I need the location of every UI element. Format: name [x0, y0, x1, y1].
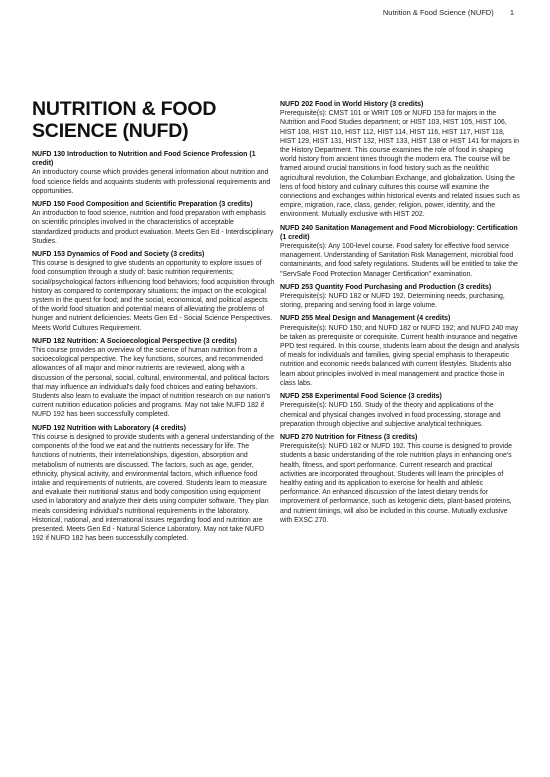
course-description: Prerequisite(s): NUFD 150. Study of the theory and applications of the chemical and physical changes involved in food processing, storage and preparation through objective and subjective analytical techniques. — [280, 402, 501, 428]
course-description: An introduction to food science, nutrition and food preparation with emphasis on scientific principles involved in the characteristics of acceptable standardized products and product evaluation. Meets Gen Ed - Interdisciplinary Studies. — [32, 210, 274, 245]
left-column — [32, 98, 275, 547]
course-description: Prerequisite(s): NUFD 182 or NUFD 192. Determining needs, purchasing, storing, preparing and serving food in large volume. — [280, 293, 505, 310]
course-title: NUFD 255 Meal Design and Management (4 credits) — [280, 315, 451, 323]
course-description: This course is designed to give students an opportunity to explore issues of food consumption through a study of: basic nutrition requirements; social/psychological factors influencing food behaviors; food acquisition through history as compared to contemporary situations; the impact on the ecological system in the quest for food; and the social, economical, and political aspects of the world food situation and potential means of alleviating the problems of hunger and nutrient deficiencies. Meets Gen Ed - Social Science Perspectives. Meets World Cultures Requirement. — [32, 260, 275, 332]
course-title: NUFD 130 Introduction to Nutrition and Food Science Profession (1 credit) — [32, 151, 256, 168]
course-title: NUFD 202 Food in World History (3 credits) — [280, 101, 424, 108]
course-title: NUFD 153 Dynamics of Food and Society (3 credits) — [32, 251, 205, 259]
course-description: This course provides an overview of the science of human nutrition from a socioecological perspective. The key functions, sources, and recommended allowances of all major and minor nutrients are reviewed, along with a discussion of the personal, social, cultural, environmental, and political factors that may influence an individual's daily food choices and eating behaviors. Students also learn to evaluate the impact of nutrition research on our nation's current nutrition education policies and programs. May not take NUFD 182 if NUFD 192 has been successfully completed. — [32, 347, 271, 419]
course-entry — [280, 314, 520, 388]
course-title: NUFD 258 Experimental Food Science (3 credits) — [280, 393, 442, 401]
right-column — [280, 100, 520, 529]
course-title: NUFD 150 Food Composition and Scientific Preparation (3 credits) — [32, 201, 253, 209]
course-entry — [280, 100, 520, 220]
course-title: NUFD 240 Sanitation Management and Food Microbiology: Certification (1 credit) — [280, 224, 518, 241]
running-title: Nutrition & Food Science (NUFD) — [382, 8, 494, 17]
course-entry — [32, 337, 275, 420]
course-entry — [280, 283, 520, 311]
course-description: Prerequisite(s): Any 100-level course. Food safety for effective food service management. Understanding of Sanitation Risk Management, microbial food contaminants, and food safety regulations. Students will be entitled to take the "ServSafe Food Protection Manager Certification" examination. — [280, 243, 518, 278]
course-title: NUFD 182 Nutrition: A Socioecological Perspective (3 credits) — [32, 337, 237, 345]
course-description: Prerequisite(s): NUFD 182 or NUFD 192. This course is designed to provide students a basic understanding of the role nutrition plays in enhancing one's health, fitness, and sport performance. Current research and practical activities are incorporated throughout. Students will learn the principles of healthy eating and its application to exercise for health and athletic performance. An enhanced discussion of the latest dietary trends for improvement of performance, such as ketogenic diets, plant-based proteins, and nutrient timings, will also be included in this course. Mutually exclusive with EXSC 270. — [280, 443, 512, 524]
course-description: An introductory course which provides general information about nutrition and food science fields and acquaints students with professional requirements and opportunities. — [32, 169, 271, 195]
running-header — [383, 8, 514, 17]
course-description: Prerequisite(s): CMST 101 or WRIT 105 or NUFD 153 for majors in the Nutrition and Food Studies department; or HIST 103, HIST 105, HIST 106, HIST 108, HIST 110, HIST 112, HIST 114, HIST 116, HIST 117, HIST 118, HIST 129, HIST 131, HIST 132, HIST 133, HIST 138 or HIST 141 for majors in the History Department. This course examines the role of food in shaping world history from ancient times through the modern era. The course will be framed around crucial transitions in food history such as the neolithic agricultural revolution, the Columbian Exchange, and globalization. Using the lens of food history and culinary cultures this course will examine the connections and exchanges within historical events and related issues such as empire, migration, race, class, gender, religion, power, identity, and the environment. Mutually exclusive with HIST 202. — [280, 110, 520, 219]
course-description: This course is designed to provide students with a general understanding of the components of the food we eat and the nutrients necessary for life. The functions of nutrients, their interrelationships, digestion, absorption and metabolism of nutrients are discussed. The factors, such as age, gender, ethnicity, physical activity, and environmental factors, which influence food intake and requirements of nutrients, are covered. Students learn to measure and evaluate their nutritional status and body composition using equipment used in laboratory and analyze their diets using computer software. They plan meals considering individual's nutritional requirements in the laboratory. Historical, national, and international issues regarding food and nutrition are presented. Meets Gen Ed - Natural Science Laboratory. May not take NUFD 192 if NUFD 182 has been successfully completed. — [32, 433, 275, 543]
course-entry — [32, 424, 275, 544]
course-entry — [280, 392, 520, 429]
course-title: NUFD 192 Nutrition with Laboratory (4 credits) — [32, 424, 187, 432]
course-entry — [280, 224, 520, 279]
course-title: NUFD 270 Nutrition for Fitness (3 credits) — [280, 433, 418, 441]
course-title: NUFD 253 Quantity Food Purchasing and Production (3 credits) — [280, 283, 492, 291]
page-number: 1 — [509, 8, 514, 17]
course-description: Prerequisite(s): NUFD 150; and NUFD 182 or NUFD 192; and NUFD 240 may be taken as prerequisite or corequisite. Current health insurance and negative PPD test required. In this course, students learn about the design and analysis of meals for individuals and families, giving special emphasis to therapeutic nutrition and economic needs balanced with current lifestyles. Students also learn about principles involved in meal management and practice those in class labs. — [280, 324, 520, 387]
document-title: NUTRITION & FOOD SCIENCE (NUFD) — [32, 98, 217, 142]
course-entry — [32, 200, 275, 246]
course-entry — [32, 250, 275, 333]
course-entry — [32, 150, 275, 196]
course-entry — [280, 433, 520, 525]
